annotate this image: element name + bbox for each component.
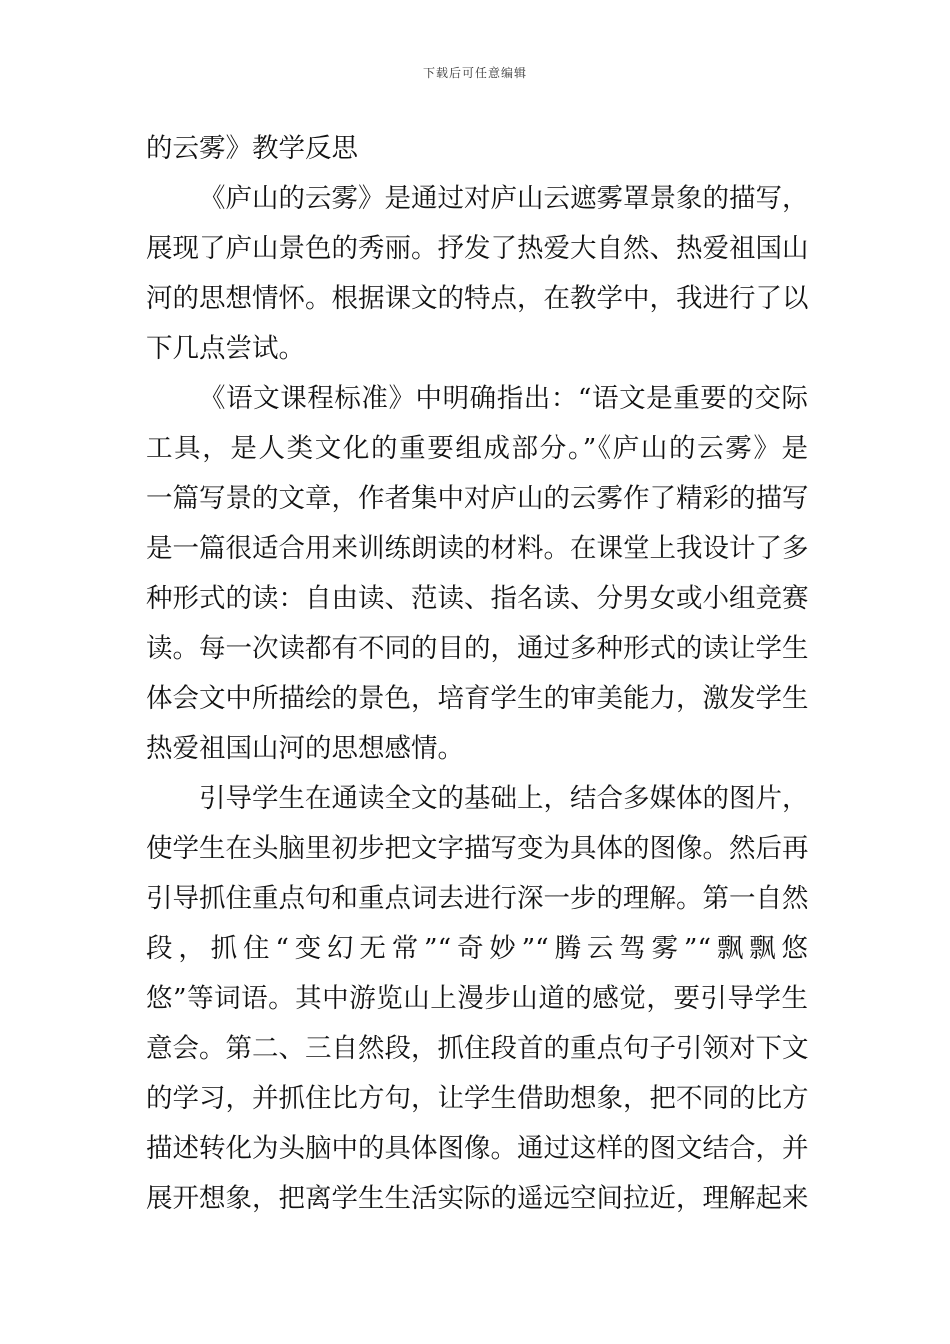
text-line: 种形式的读：自由读、范读、指名读、分男女或小组竞赛 — [146, 583, 809, 614]
text-line: 热爱祖国山河的思想感情。 — [146, 733, 464, 764]
text-line: 下几点尝试。 — [146, 333, 305, 364]
text-line: 工具，是人类文化的重要组成部分。”《庐山的云雾》是 — [146, 433, 808, 464]
text-line: 引导学生在通读全文的基础上，结合多媒体的图片， — [199, 783, 809, 814]
text-line: 使学生在头脑里初步把文字描写变为具体的图像。然后再 — [146, 833, 809, 864]
text-line: 展现了庐山景色的秀丽。抒发了热爱大自然、热爱祖国山 — [146, 233, 809, 264]
text-line: 引导抓住重点句和重点词去进行深一步的理解。第一自然 — [146, 883, 809, 914]
text-line: 描述转化为头脑中的具体图像。通过这样的图文结合，并 — [146, 1133, 809, 1164]
text-line: 读。每一次读都有不同的目的，通过多种形式的读让学生 — [146, 633, 809, 664]
text-line: 段，抓住“变幻无常”“奇妙”“腾云驾雾”“飘飘悠 — [146, 933, 808, 964]
body-text — [146, 124, 808, 1224]
text-line: 的学习，并抓住比方句，让学生借助想象，把不同的比方 — [146, 1083, 809, 1114]
text-line: 的云雾》教学反思 — [146, 133, 358, 164]
text-line: 悠”等词语。其中游览山上漫步山道的感觉，要引导学生 — [146, 983, 808, 1014]
text-line: 展开想象，把离学生生活实际的遥远空间拉近，理解起来 — [146, 1183, 809, 1214]
text-line: 是一篇很适合用来训练朗读的材料。在课堂上我设计了多 — [146, 533, 809, 564]
text-line: 《语文课程标准》中明确指出：“语文是重要的交际 — [199, 383, 808, 414]
text-line: 体会文中所描绘的景色，培育学生的审美能力，激发学生 — [146, 683, 809, 714]
text-line: 意会。第二、三自然段，抓住段首的重点句子引领对下文 — [146, 1033, 809, 1064]
header-note: 下载后可任意编辑 — [422, 66, 527, 80]
text-line: 《庐山的云雾》是通过对庐山云遮雾罩景象的描写， — [199, 183, 809, 214]
text-line: 一篇写景的文章，作者集中对庐山的云雾作了精彩的描写 — [146, 483, 809, 514]
text-line: 河的思想情怀。根据课文的特点，在教学中，我进行了以 — [146, 283, 809, 314]
